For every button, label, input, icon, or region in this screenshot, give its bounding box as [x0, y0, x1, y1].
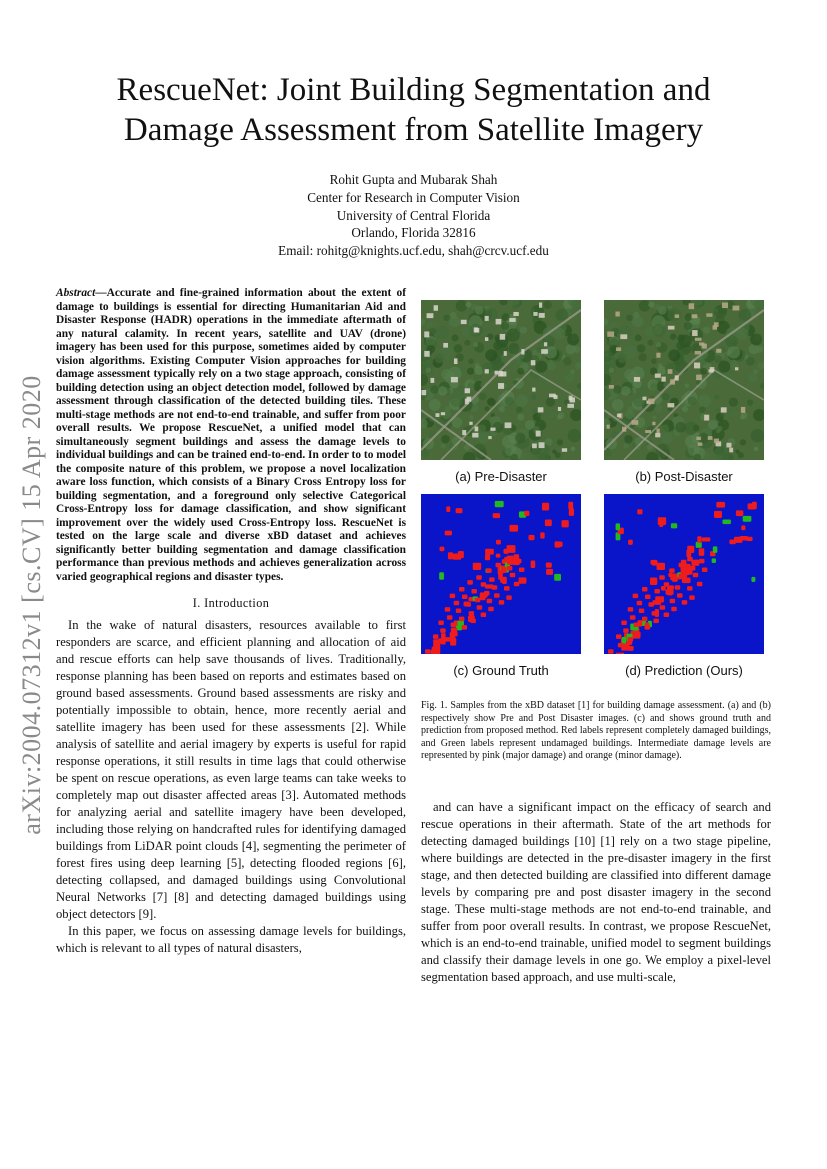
author-names: Rohit Gupta and Mubarak Shah [329, 172, 498, 187]
figure-label-c: (c) Ground Truth [453, 663, 549, 678]
arxiv-id-text: arXiv:2004.07312v1 [cs.CV] 15 Apr 2020 [17, 375, 47, 835]
figure-cell-gt [421, 494, 581, 688]
intro-paragraph-2: In this paper, we focus on assessing damage levels for buildings, which is relevant to all types of natural disasters, [56, 924, 406, 955]
author-email: Email: rohitg@knights.ucf.edu, shah@crcv.ucf.edu [278, 243, 549, 259]
figure-caption: Fig. 1. Samples from the xBD dataset [1] for building damage assessment. (a) and (b) respectively show Pre and Post Disaster images. (c) and shows ground truth and prediction from proposed method. Red labels represent completely damaged buildings, and Green labels represent undamaged buildings. Intermediate damage levels are represented by pink (major damage) and orange (minor damage). [421, 700, 771, 762]
author-university: University of Central Florida [336, 207, 491, 223]
figure-label-a: (a) Pre-Disaster [455, 469, 547, 484]
author-block [180, 171, 647, 260]
figure-label-d: (d) Prediction (Ours) [625, 663, 743, 678]
abstract-lead: Abstract [56, 287, 96, 299]
figure-1 [421, 300, 771, 763]
figure-grid [421, 300, 771, 688]
abstract-text: —Accurate and fine-grained information about the extent of damage to buildings is essential for directing Humanitarian Aid and Disaster Response (HADR) operations in the immediate aftermath of any natural calamity. In recent years, satellite and UAV (drone) imagery has been used for this purpose, sometimes aided by computer vision algorithms. Existing Computer Vision approaches for building damage assessment typically rely on a two stage approach, consisting of building detection using an object detection model, followed by damage assessment through classification of the detected building tiles. These multi-stage methods are not end-to-end trainable, and suffer from poor overall results. We propose RescueNet, a unified model that can simultaneously segment buildings and assess the damage levels to individual buildings and can be trained end-to-end. In order to to model the composite nature of this problem, we propose a novel localization aware loss function, which consists of a Binary Cross Entropy loss for building segmentation, and a foreground only selective Categorical Cross-Entropy loss for damage classification, and show significant improvement over the widely used Cross-Entropy loss. RescueNet is tested on the large scale and diverse xBD dataset and achieves significantly better building segmentation and damage classification performance than previous methods and achieves generalization across varied geographical regions and disaster types. [56, 287, 406, 583]
left-column [56, 287, 406, 957]
author-center: Center for Research in Computer Vision [307, 189, 520, 205]
title-line-1: RescueNet: Joint Building Segmentation and [116, 72, 711, 108]
figure-cell-pred [604, 494, 764, 688]
prediction-image [604, 494, 764, 654]
figure-cell-pre [421, 300, 581, 494]
paper-title [60, 70, 767, 150]
title-line-2: Damage Assessment from Satellite Imagery [123, 112, 704, 148]
right-column-body [421, 799, 771, 986]
ground-truth-image [421, 494, 581, 654]
abstract [56, 287, 406, 584]
author-city: Orlando, Florida 32816 [351, 225, 476, 241]
arxiv-identifier [10, 360, 54, 850]
post-disaster-image [604, 300, 764, 460]
right-column-paragraph: and can have a significant impact on the efficacy of search and rescue operations in their aftermath. State of the art methods for detecting damaged buildings [10] [1] rely on a two stage pipeline, where buildings are detected in the pre-disaster imagery in the first stage, and then detected building are classified into different damage levels by comparing pre and post disaster imagery in the second stage. These multi-stage methods are not end-to-end trainable, and suffer from poor overall results. In contrast, we propose RescueNet, which is an end-to-end trainable, unified model to segment buildings and classify their damage levels in one go. We employ a pixel-level segmentation based approach, and use multi-scale, [421, 800, 771, 984]
pre-disaster-image [421, 300, 581, 460]
figure-cell-post [604, 300, 764, 494]
figure-label-b: (b) Post-Disaster [635, 469, 733, 484]
section-heading-introduction: I. Introduction [192, 596, 270, 610]
intro-paragraph-1: In the wake of natural disasters, resources available to first responders are scarce, and efficient planning and allocation of aid and rescue efforts can help save thousands of lives. Traditionally, response planning has been based on reports and estimates based on ground based assessments. Ground based assessments are risky and potentially impossible to obtain, hence, more recently aerial and satellite imagery has been used for these assessments [2]. While analysis of satellite and aerial imagery by experts is useful for rapid response operations, it still results in time lags that could otherwise be spent on rescue operations, as even large teams can take weeks to completely map out disaster affected areas [3]. Automated methods for analyzing aerial and satellite imagery have been developed, including those relying on handcrafted rules for identifying damaged buildings from LiDAR point clouds [4], segmenting the perimeter of forest fires using deep learning [5], detecting flooded regions [6], detecting collapsed, and damaged buildings using Convolutional Neural Networks [7] [8] and detecting damaged buildings using object detectors [9]. [56, 618, 406, 921]
